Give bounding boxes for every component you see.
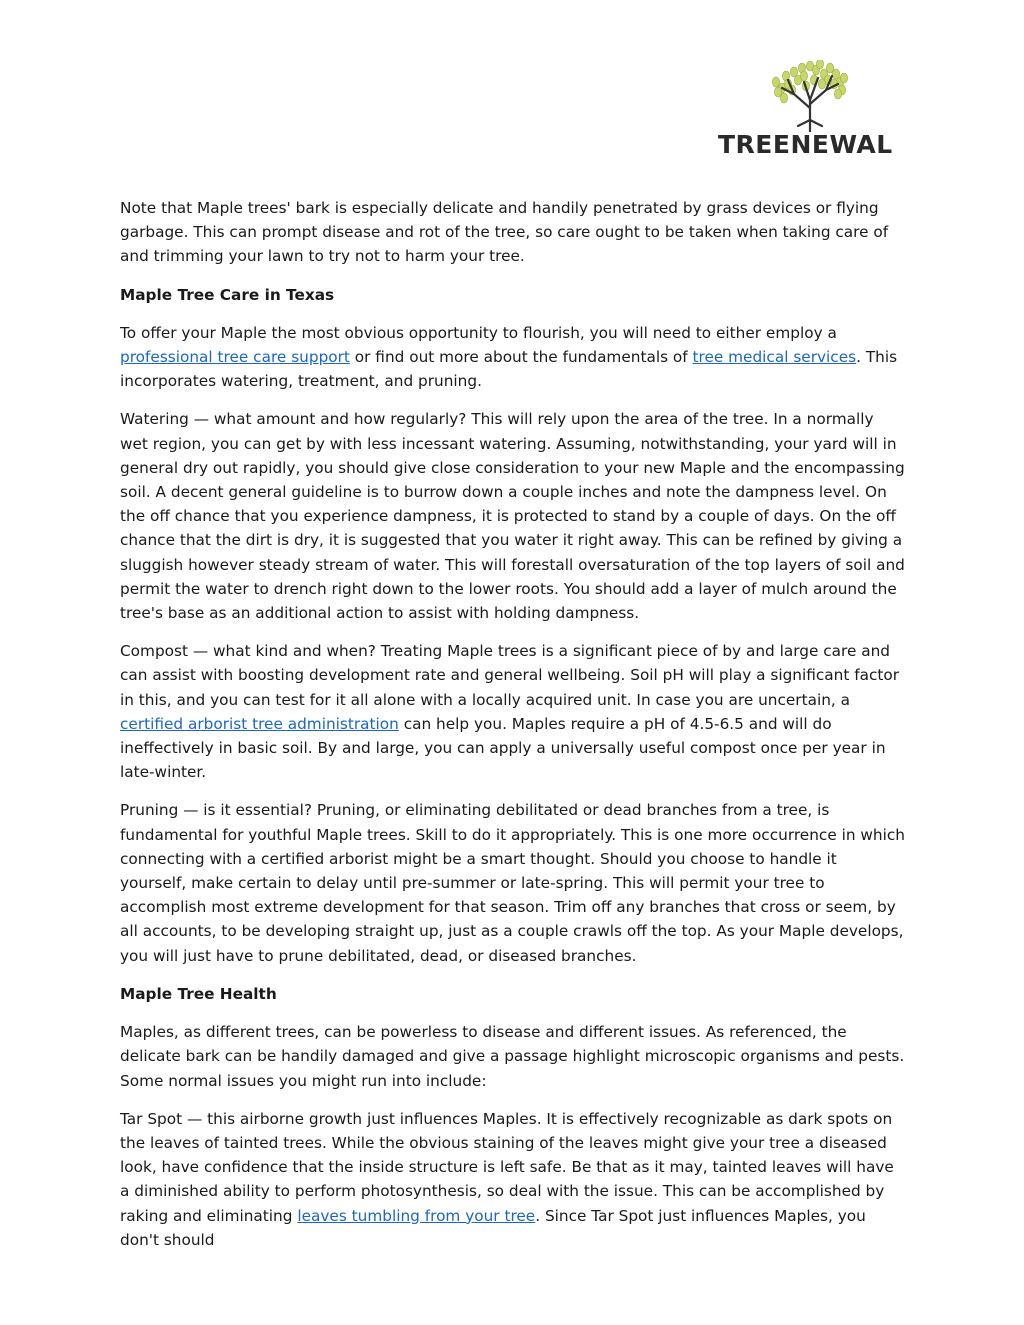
document-body (120, 196, 906, 1266)
text-segment: Tar Spot — this airborne growth just influences Maples. It is effectively recognizable as dark spots on the leaves of tainted trees. While the obvious staining of the leaves might give your tree a diseased look, have confidence that the inside structure is left safe. Be that as it may, tainted leaves will have a diminished ability to perform photosynthesis, so deal with the issue. This can be accomplished by raking and eliminating (120, 1109, 894, 1225)
text-segment: or find out more about the fundamentals of (349, 348, 693, 367)
leaf-shape (818, 79, 825, 89)
leaf-shape (780, 93, 787, 103)
text-segment: can help you. Maples require a pH of 4.5-6.5 and will do ineffectively in basic soil. By and large, you can apply a universally useful compost once per year in late-winter. (120, 714, 886, 782)
paragraph (120, 196, 906, 269)
text-segment: . This incorporates watering, treatment, and pruning. (120, 348, 898, 391)
leaf-shape (774, 87, 781, 97)
text-segment: Watering — what amount and how regularly? This will rely upon the area of the tree. In a normally wet region, you can get by with less incessant watering. Assuming, notwithstanding, your yard will in general dry out rapidly, you should give close consideration to your new Maple and the encompassing soil. A decent general guideline is to burrow down a couple inches and note the dampness level. On the off chance that you experience dampness, it is protected to stand by a couple of days. On the off chance that the dirt is dry, it is suggested that you water it right away. This can be refined by giving a sluggish however steady stream of water. This will forestall oversaturation of the top layers of soil and permit the water to drench right down to the lower roots. You should add a layer of mulch around the tree's base as an additional action to assist with holding dampness. (120, 410, 905, 623)
text-segment: Maple Tree Care in Texas (120, 285, 335, 304)
inline-link[interactable]: tree medical services (692, 348, 857, 367)
paragraph (120, 1020, 906, 1093)
inline-link[interactable]: certified arborist tree administration (120, 714, 399, 733)
text-segment: . Since Tar Spot just influences Maples, you don't should (120, 1206, 866, 1249)
text-segment: Compost — what kind and when? Treating Maple trees is a significant piece of by and large care and can assist with boosting development rate and general wellbeing. Soil pH will play a significant factor in this, and you can test for it all alone with a locally acquired unit. In case you are uncertain, a (120, 642, 900, 709)
logo-wordmark: TREENEWAL (718, 130, 893, 159)
leaf-shape (816, 60, 823, 69)
leaf-shape (834, 89, 841, 99)
text-segment: Maple Tree Health (120, 984, 277, 1003)
section-heading (120, 283, 906, 307)
inline-link[interactable]: professional tree care support (120, 348, 350, 367)
leaf-shape (772, 77, 779, 87)
text-segment: To offer your Maple the most obvious opportunity to flourish, you will need to either employ a (120, 323, 837, 342)
paragraph (120, 407, 906, 625)
text-segment: Note that Maple trees' bark is especially delicate and handily penetrated by grass devices or flying garbage. This can prompt disease and rot of the tree, so care ought to be taken when taking care of and trimming your lawn to try not to harm your tree. (120, 199, 889, 266)
paragraph (120, 321, 906, 394)
text-segment: Maples, as different trees, can be powerless to disease and different issues. As referenced, the delicate bark can be handily damaged and give a passage highlight microscopic organisms and pests. Some normal issues you might run into include: (120, 1023, 905, 1090)
leaf-shape (840, 73, 847, 83)
paragraph (120, 798, 906, 967)
paragraph (120, 1107, 906, 1252)
leaf-shape (800, 71, 807, 81)
tree-icon (758, 60, 862, 132)
treenewal-logo (718, 60, 902, 172)
text-segment: Pruning — is it essential? Pruning, or eliminating debilitated or dead branches from a tree, is fundamental for youthful Maple trees. Skill to do it appropriately. This is one more occurrence in which connecting with a certified arborist might be a smart thought. Should you choose to handle it yourself, make certain to delay until pre-summer or late-spring. This will permit your tree to accomplish most extreme development for that season. Trim off any branches that cross or seem, by all accounts, to be developing straight up, just as a couple crawls off the top. As your Maple develops, you will just have to prune debilitated, dead, or diseased branches. (120, 801, 905, 965)
section-heading (120, 982, 906, 1006)
leaf-shape (826, 63, 833, 73)
inline-link[interactable]: leaves tumbling from your tree (297, 1206, 536, 1225)
paragraph (120, 639, 906, 784)
